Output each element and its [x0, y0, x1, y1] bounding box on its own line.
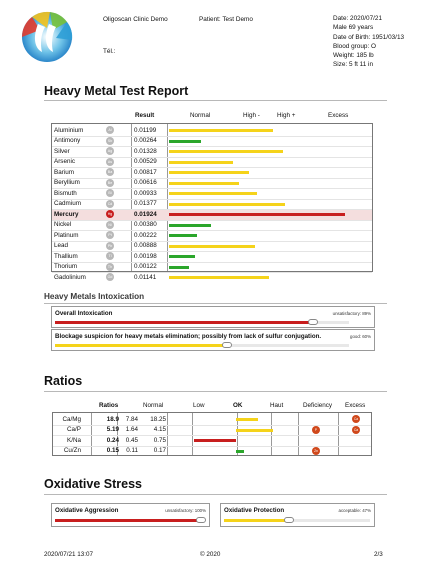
ratio-normal-high: 0.75: [153, 436, 166, 444]
col-ratios: Ratios: [99, 402, 119, 409]
metal-level-bar: [169, 255, 195, 258]
col-high-minus: High -: [243, 112, 260, 119]
heavy-metal-title: Heavy Metal Test Report: [44, 84, 189, 98]
col-excess: Excess: [345, 402, 366, 409]
ratio-level-bar: [236, 429, 273, 432]
footer-datetime: 2020/07/21 13:07: [44, 551, 94, 558]
metal-result: 0.00222: [134, 231, 157, 239]
element-symbol-icon: Gd: [107, 275, 113, 279]
table-row: [52, 272, 372, 283]
table-row: [52, 241, 372, 252]
element-symbol-icon: Pb: [107, 243, 113, 248]
row-divider: [52, 136, 372, 137]
row-divider: [52, 272, 372, 273]
metal-level-bar: [169, 245, 255, 248]
table-row: [52, 146, 372, 157]
ratios-table: [52, 412, 372, 456]
ratio-value: 5.19: [106, 426, 119, 433]
metal-level-bar: [169, 129, 273, 132]
metal-result: 0.00817: [134, 168, 157, 176]
row-divider: [52, 146, 372, 147]
col-deficiency: Deficiency: [303, 402, 333, 409]
overall-intoxication-status: unsatisfactory: 89%: [332, 311, 371, 316]
metal-result: 0.00122: [134, 263, 157, 270]
ratio-value: 0.24: [106, 436, 119, 444]
element-symbol-icon: Hg: [107, 212, 113, 216]
table-row: [52, 178, 372, 189]
patient-size: Size: 5 ft 11 in: [333, 61, 374, 69]
table-row: [53, 425, 371, 436]
oxidative-protection-box: [220, 503, 375, 527]
col-normal: Normal: [190, 112, 211, 119]
intoxication-title: Heavy Metals Intoxication: [44, 292, 145, 301]
blockage-gauge: [55, 344, 349, 347]
metal-name: Antimony: [54, 137, 81, 144]
table-row: [52, 188, 372, 199]
ratio-normal-high: 4.15: [153, 426, 166, 433]
metal-name: Barium: [54, 168, 74, 176]
row-divider: [53, 435, 371, 436]
metal-name: Gadolinium: [54, 273, 86, 281]
element-symbol-icon: Be: [107, 180, 113, 185]
row-divider: [52, 220, 372, 221]
ratio-name: Ca/Mg: [62, 415, 81, 423]
metal-result: 0.00264: [134, 137, 157, 144]
row-divider: [53, 446, 371, 447]
oxidative-aggression-box: [51, 503, 210, 527]
metal-level-bar: [169, 234, 197, 237]
metal-result: 0.00616: [134, 179, 157, 186]
metal-level-bar: [169, 140, 201, 143]
metal-result: 0.00198: [134, 252, 157, 260]
metal-result: 0.00933: [134, 189, 157, 197]
table-row: [53, 414, 371, 425]
clinic-name: Oligoscan Clinic Demo: [103, 16, 168, 23]
metal-level-bar: [169, 276, 269, 279]
section-divider: [44, 303, 387, 304]
row-divider: [52, 188, 372, 189]
metal-name: Thorium: [54, 263, 78, 270]
col-ok: OK: [233, 402, 243, 409]
oxidative-aggression-gauge: [55, 519, 205, 522]
heavy-metal-header: [0, 110, 431, 122]
metal-name: Bismuth: [54, 189, 77, 197]
patient-dob: Date of Birth: 1951/03/13: [333, 33, 405, 41]
ratio-level-bar: [236, 418, 258, 421]
patient-weight: Weight: 185 lb: [333, 52, 374, 60]
element-symbol-icon: Pt: [106, 231, 114, 239]
metal-level-bar: [169, 203, 285, 206]
row-divider: [52, 209, 372, 210]
col-normal: Normal: [143, 402, 164, 409]
element-symbol-icon: As: [107, 159, 113, 164]
table-row: [52, 125, 372, 136]
excess-badge: Ca: [353, 427, 359, 432]
metal-result: 0.01199: [134, 126, 157, 134]
ratio-normal-high: 0.17: [153, 447, 166, 454]
ratio-normal-low: 0.11: [126, 447, 138, 454]
footer-page-number: 2/3: [374, 551, 383, 558]
row-divider: [52, 199, 372, 200]
col-high-plus: High +: [277, 112, 296, 119]
col-excess: Excess: [328, 112, 349, 119]
metal-name: Platinum: [54, 231, 79, 239]
report-date: Date: 2020/07/21: [333, 15, 383, 22]
metal-level-bar: [169, 192, 257, 195]
blockage-status: good: 60%: [350, 334, 371, 339]
row-divider: [52, 178, 372, 179]
oxidative-protection-status: acceptable: 47%: [338, 508, 371, 513]
oxidative-aggression-status: unsatisfactory: 100%: [165, 508, 206, 513]
metal-result: 0.01377: [134, 200, 157, 207]
clinic-phone: Tél.:: [103, 48, 116, 55]
metal-name: Arsenic: [54, 158, 75, 165]
row-divider: [52, 241, 372, 242]
clinic-logo: [20, 10, 74, 64]
metal-result: 0.01141: [134, 273, 157, 281]
ratio-normal-high: 18.25: [150, 415, 166, 423]
element-symbol-icon: Tl: [106, 252, 114, 260]
element-symbol-icon: Ba: [107, 170, 113, 174]
metal-name: Aluminium: [54, 126, 84, 134]
overall-intoxication-fill: [55, 321, 317, 324]
metal-result: 0.00888: [134, 242, 157, 249]
metal-name: Beryllium: [54, 179, 80, 186]
element-symbol-icon: Ag: [107, 149, 113, 153]
footer-copyright: © 2020: [200, 551, 221, 558]
metal-level-bar: [169, 266, 189, 269]
heavy-metal-table: [51, 123, 373, 281]
patient-info: [333, 14, 404, 70]
metal-level-bar: [169, 182, 239, 185]
metal-level-bar: [169, 171, 249, 174]
ratio-normal-low: 1.64: [125, 426, 138, 433]
table-row: [52, 167, 372, 178]
patient-blood-group: Blood group: O: [333, 42, 376, 50]
col-haut: Haut: [270, 402, 284, 409]
element-symbol-icon: Th: [107, 264, 113, 269]
table-row: [52, 209, 372, 220]
table-row: [52, 199, 372, 210]
table-row: [53, 446, 371, 457]
table-row: [52, 157, 372, 168]
blockage-handle: [222, 342, 232, 348]
overall-intoxication-handle: [308, 319, 318, 325]
oxidative-protection-handle: [284, 517, 294, 523]
oxidative-protection-gauge: [224, 519, 370, 522]
col-result: Result: [135, 112, 155, 119]
row-divider: [52, 262, 372, 263]
patient-sex-age: Male 69 years: [333, 24, 374, 32]
table-row: [52, 262, 372, 273]
oxidative-title: Oxidative Stress: [44, 477, 142, 491]
table-row: [53, 435, 371, 446]
ratio-name: K/Na: [67, 436, 81, 444]
section-divider: [44, 494, 387, 495]
metal-name: Thallium: [54, 252, 78, 260]
row-divider: [53, 425, 371, 426]
metal-level-bar: [169, 224, 211, 227]
ratio-normal-low: 7.84: [125, 415, 138, 423]
metal-level-bar: [169, 150, 283, 153]
row-divider: [52, 230, 372, 231]
row-divider: [52, 157, 372, 158]
metal-name: Nickel: [54, 221, 72, 228]
col-low: Low: [193, 402, 205, 409]
oxidative-aggression-fill: [55, 519, 205, 522]
patient-name: Patient: Test Demo: [199, 16, 253, 23]
overall-intoxication-label: Overall Intoxication: [55, 310, 113, 317]
section-divider: [44, 391, 387, 392]
row-divider: [52, 167, 372, 168]
element-symbol-icon: Sb: [107, 138, 113, 143]
blockage-label: Blockage suspicion for heavy metals elimination; possibly from lack of sulfur conjugation.: [55, 333, 322, 340]
ratio-level-bar: [194, 439, 236, 442]
deficiency-badge: Zn: [312, 447, 320, 455]
deficiency-badge: P: [312, 426, 320, 434]
metal-result: 0.00380: [134, 221, 157, 228]
oxidative-protection-label: Oxidative Protection: [224, 507, 285, 514]
excess-badge: Ca: [353, 417, 359, 421]
blockage-fill: [55, 344, 231, 347]
row-divider: [52, 251, 372, 252]
ratio-name: Ca/P: [67, 426, 81, 433]
metal-name: Lead: [54, 242, 69, 249]
metal-result: 0.00529: [134, 158, 157, 165]
blockage-box: [51, 329, 375, 351]
metal-result: 0.01328: [134, 147, 157, 155]
table-row: [52, 136, 372, 147]
table-row: [52, 251, 372, 262]
table-row: [52, 220, 372, 231]
oxidative-aggression-handle: [196, 517, 206, 523]
ratio-level-bar: [236, 450, 244, 453]
section-divider: [44, 100, 387, 101]
element-symbol-icon: Ni: [106, 221, 114, 229]
overall-intoxication-gauge: [55, 321, 349, 324]
metal-level-bar: [169, 213, 345, 216]
element-symbol-icon: Al: [106, 126, 114, 134]
metal-name: Silver: [54, 147, 70, 155]
oxidative-aggression-label: Oxidative Aggression: [55, 507, 119, 514]
metal-result: 0.01924: [134, 210, 157, 218]
ratios-title: Ratios: [44, 374, 83, 388]
ratios-header: [0, 402, 431, 412]
element-symbol-icon: Bi: [106, 189, 114, 197]
ratio-name: Cu/Zn: [63, 447, 81, 454]
metal-name: Mercury: [54, 210, 79, 218]
ratio-value: 0.15: [106, 447, 119, 454]
oxidative-protection-fill: [224, 519, 293, 522]
metal-name: Cadmium: [54, 200, 81, 207]
element-symbol-icon: Cd: [107, 201, 113, 206]
ratio-normal-low: 0.45: [125, 436, 138, 444]
table-row: [52, 230, 372, 241]
metal-level-bar: [169, 161, 233, 164]
ratio-value: 18.9: [106, 415, 119, 423]
overall-intoxication-box: [51, 306, 375, 328]
